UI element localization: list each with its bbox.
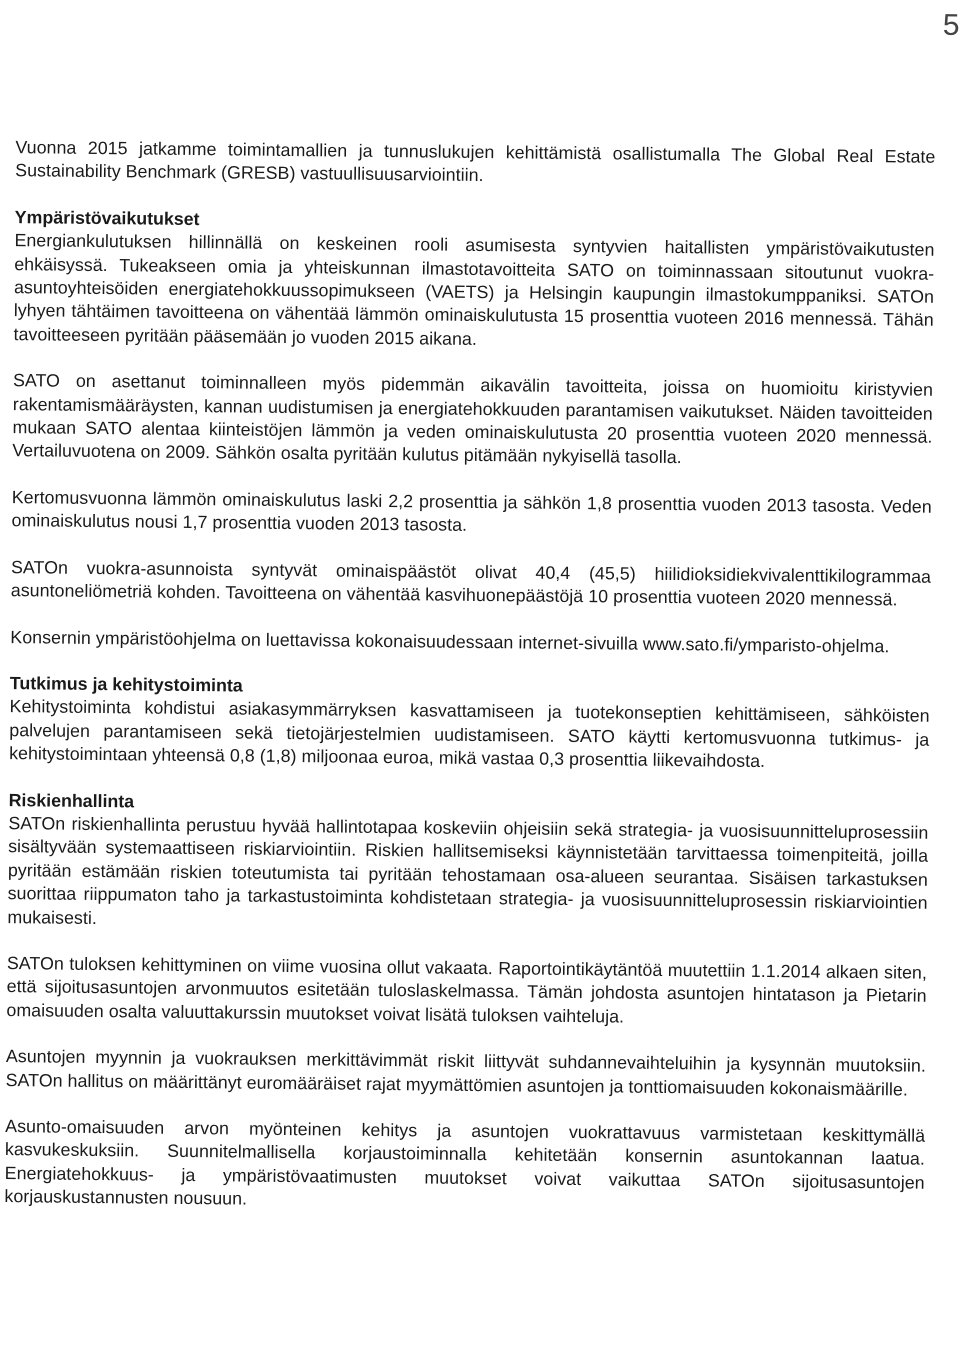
emissions-paragraph: SATOn vuokra-asunnoista syntyvät ominaispäästöt olivat 40,4 (45,5) hiilidioksidiekvivalenttikilogrammaa asuntoneliömetriä kohden. Tavoitteena on vähentää kasvihuonepäästöjä 10 prosenttia vuoteen 2020 mennessä. [10, 556, 932, 610]
heading-ymparistovaikutukset: Ympäristövaikutukset [14, 206, 200, 229]
gresb-paragraph: Vuonna 2015 jatkamme toimintamallien ja tunnuslukujen kehittämistä osallistumalla The Global Real Estate Sustainability Benchmark (GRESB) vastuullisuusarviointiin. [15, 137, 936, 186]
risk-management-paragraph: SATOn riskienhallinta perustuu hyvää hallintotapaa koskeviin ohjeisiin sekä strategia- ja vuosisuunnitteluprosessiin sisältyvään systemaattiseen riskiarviointiin. Riskien hallitsemiseksi käynnistetään tarvittaessa toimenpiteitä, joilla pyritään estämään riskien toteutumista tai pyritään tehostamaan osa-alueen seurantaa. Sisäisen tarkastuksen suorittaa riippumaton taho ja tarkastustoiminta kohdistetaan strategia- ja vuosisuunnitteluprosessin riskiarviointien mukaisesti. [7, 813, 929, 928]
consumption-results-paragraph: Kertomusvuonna lämmön ominaiskulutus laski 2,2 prosenttia ja sähkön 1,8 prosenttia vuoden 2013 tasosta. Veden ominaiskulutus nousi 1,7 prosenttia vuoden 2013 tasosta. [11, 486, 932, 536]
page-number: 5 [942, 8, 960, 42]
reporting-practice-paragraph: SATOn tuloksen kehittyminen on viime vuosina ollut vakaata. Raportointikäytäntöä muutettiin 1.1.2014 alkaen siten, että sijoitusasuntojen arvonmuutos esitetään tuloslaskelmassa. Tämän johdosta asuntojen hintatason ja Pietarin omaisuuden osalta valuuttakurssin muutokset voivat lisätä tuloksen vaihteluja. [6, 953, 927, 1027]
long-term-goals-paragraph: SATO on asettanut toiminnalleen myös pidemmän aikavälin tavoitteita, joissa on huomioitu kiristyvien rakentamismääräysten, kannan uudistumisen ja energiatehokkuuden parantamisen vaikutukset. Näiden tavoitteiden mukaan SATO alentaa kiinteistöjen lämmön ja veden ominaiskulutusta 20 prosenttia vuoteen 2020 mennessä. Vertailuvuotena on 2009. Sähkön osalta pyritään kulutus pitämään nykyisellä tasolla. [12, 370, 934, 468]
document-body [4, 136, 935, 1218]
energy-consumption-paragraph: Energiankulutuksen hillinnällä on keskeinen rooli asumisesta syntyvien haitallisten ympäristövaikutusten ehkäisyssä. Tukeakseen omia ja yhteiskunnan ilmastotavoitteita SATO on toiminnassaan sitoutunut vuokra-asuntoyhteisöiden energiatehokkuussopimukseen (VAETS) ja Helsingin kaupungin ilmastokumppaniksi. SATOn lyhyen tähtäimen tavoitteena on vähentää lämmön ominaiskulutusta 15 prosenttia vuoteen 2016 mennessä. Tähän tavoitteeseen pyritään pääsemään jo vuoden 2015 aikana. [13, 230, 935, 349]
housing-value-paragraph: Asunto-omaisuuden arvon myönteinen kehitys ja asuntojen vuokrattavuus varmistetaan keskittymällä kasvukeskuksiin. Suunnitelmallisella korjaustoiminnalla kehitetään konsernin asuntokannan laatua. Energiatehokkuus- ja ympäristövaatimusten muutokset voivat vaikuttaa SATOn sijoitusasuntojen korjauskustannusten nousuun. [4, 1116, 926, 1209]
environmental-program-paragraph: Konsernin ympäristöohjelma on luettavissa kokonaisuudessaan internet-sivuilla www.sato.fi/ymparisto-ohjelma. [10, 626, 890, 656]
sales-risks-paragraph: Asuntojen myynnin ja vuokrauksen merkittävimmät riskit liittyvät suhdannevaihteluihin ja kysynnän muutoksiin. SATOn hallitus on määrittänyt euromääräiset rajat myymättömien asuntojen ja tonttiomaisuuden kokonaismäärille. [5, 1046, 927, 1100]
heading-tutkimus-ja-kehitystoiminta: Tutkimus ja kehitystoiminta [9, 672, 243, 696]
heading-riskienhallinta: Riskienhallinta [8, 789, 135, 811]
rnd-paragraph: Kehitystoiminta kohdistui asiakasymmärryksen kasvattamiseen ja tuotekonseptien kehittämiseen, sähköisten palvelujen parantamiseen sekä tietojärjestelmien uudistamiseen. SATO käytti kertomusvuonna tutkimus- ja kehitystoimintaan yhteensä 0,8 (1,8) miljoonaa euroa, mikä vastaa 0,3 prosenttia liikevaihdosta. [9, 696, 930, 772]
